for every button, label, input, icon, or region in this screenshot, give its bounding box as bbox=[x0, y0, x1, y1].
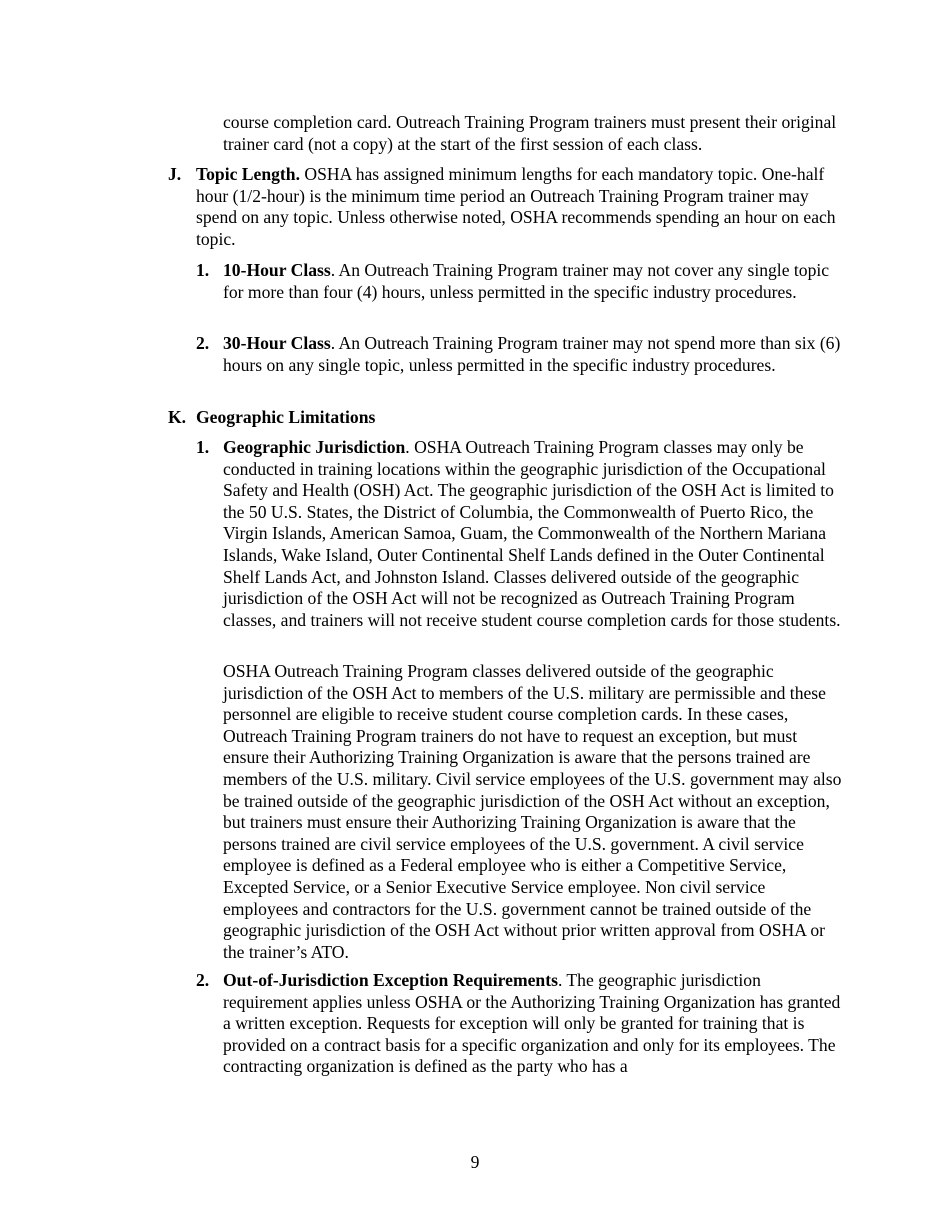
page-number: 9 bbox=[470, 1152, 480, 1172]
section-j-paragraph bbox=[196, 164, 841, 250]
k-item-1-followup-paragraph: OSHA Outreach Training Program classes delivered outside of the geographic jurisdiction of the OSH Act to members of the U.S. military are permissible and these personnel are eligible to receive student course completion cards. In these cases, Outreach Training Program trainers do not have to request an exception, but must ensure their Authorizing Training Organization is aware that the persons trained are members of the U.S. military. Civil service employees of the U.S. government may also be trained outside of the geographic jurisdiction of the OSH Act without an exception, but trainers must ensure their Authorizing Training Organization is aware that the persons trained are civil service employees of the U.S. government. A civil service employee is defined as a Federal employee who is either a Competitive Service, Excepted Service, or a Senior Executive Service employee. Non civil service employees and contractors for the U.S. government cannot be trained outside of the geographic jurisdiction of the OSH Act without prior written approval from OSHA or the trainer’s ATO. bbox=[223, 661, 842, 962]
k-item-2-label: 2. bbox=[196, 970, 210, 990]
k-item-2-text: . The geographic jurisdiction requirement applies unless OSHA or the Authorizing Training Organization has granted a written exception. Requests for exception will only be granted for training that is provided on a contract basis for a specific organization and only for its employees. The contracting organization is defined as the party who has a bbox=[223, 970, 841, 1077]
section-j-label: J. bbox=[168, 164, 182, 184]
j-item-1-text: . An Outreach Training Program trainer may not cover any single topic for more than four (4) hours, unless permitted in the specific industry procedures. bbox=[223, 260, 830, 302]
k-item-2-heading: Out-of-Jurisdiction Exception Requirements bbox=[223, 970, 558, 990]
k-item-2-paragraph bbox=[223, 970, 843, 1078]
k-item-1-heading: Geographic Jurisdiction bbox=[223, 437, 406, 457]
intro-paragraph: course completion card. Outreach Training Program trainers must present their original trainer card (not a copy) at the start of the first session of each class. bbox=[223, 112, 837, 154]
k-item-1-label: 1. bbox=[196, 437, 210, 457]
j-item-1-heading: 10-Hour Class bbox=[223, 260, 331, 280]
j-item-2-heading: 30-Hour Class bbox=[223, 333, 331, 353]
section-j-text: OSHA has assigned minimum lengths for each mandatory topic. One-half hour (1/2-hour) is the minimum time period an Outreach Training Program trainer may spend on any topic. Unless otherwise noted, OSHA recommends spending an hour on each topic. bbox=[196, 164, 836, 249]
section-j-heading: Topic Length. bbox=[196, 164, 300, 184]
section-k-heading: Geographic Limitations bbox=[196, 407, 376, 427]
k-item-1-text: . OSHA Outreach Training Program classes may only be conducted in training locations within the geographic jurisdiction of the Occupational Safety and Health (OSH) Act. The geographic jurisdiction of the OSH Act is limited to the 50 U.S. States, the District of Columbia, the Commonwealth of Puerto Rico, the Virgin Islands, American Samoa, Guam, the Commonwealth of the Northern Mariana Islands, Wake Island, Outer Continental Shelf Lands defined in the Outer Continental Shelf Lands Act, and Johnston Island. Classes delivered outside of the geographic jurisdiction of the OSH Act will not be recognized as Outreach Training Program classes, and trainers will not receive student course completion cards for those students. bbox=[223, 437, 841, 630]
j-item-1-label: 1. bbox=[196, 260, 210, 280]
j-item-2-text: . An Outreach Training Program trainer may not spend more than six (6) hours on any single topic, unless permitted in the specific industry procedures. bbox=[223, 333, 841, 375]
j-item-1-paragraph bbox=[223, 260, 843, 303]
k-item-1-paragraph bbox=[223, 437, 843, 631]
j-item-2-paragraph bbox=[223, 333, 843, 376]
section-k-label: K. bbox=[168, 407, 187, 427]
j-item-2-label: 2. bbox=[196, 333, 210, 353]
